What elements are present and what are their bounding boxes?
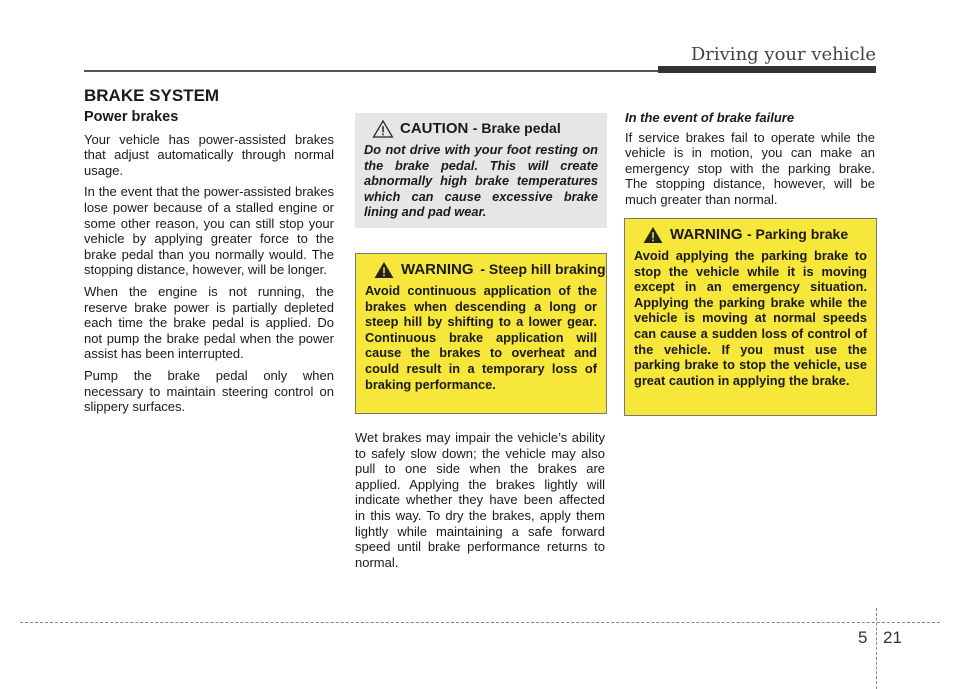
footer-divider xyxy=(20,622,940,623)
caution-body: Do not drive with your foot resting on the brake pedal. This will create abnormally high brake temperatures which can cause excessive brake lining and pad wear. xyxy=(364,142,598,220)
warning-triangle-icon xyxy=(642,226,664,244)
wet-brakes-paragraph: Wet brakes may impair the vehicle’s ability to safely slow down; the vehicle may also pull to one side when the brakes are applied. Applying the brakes lightly will indicate whether they have been affected in this way. To dry the brakes, apply them lightly while maintaining a safe forward speed until brake performance returns to normal. xyxy=(355,430,605,570)
page-number: 21 xyxy=(883,628,902,647)
warning-parking-brake-box xyxy=(624,218,877,416)
warning-triangle-icon xyxy=(373,261,395,279)
caution-header xyxy=(364,120,598,138)
warning-steep-hill-box xyxy=(355,253,607,414)
warning-steep-hill-subtitle: - Steep hill braking xyxy=(480,261,606,277)
wet-brakes-column xyxy=(355,430,605,576)
brake-failure-column xyxy=(625,110,875,214)
paragraph: Your vehicle has power-assisted brakes that adjust automatically through normal usage. xyxy=(84,131,334,178)
warning-parking-brake-body: Avoid applying the parking brake to stop the vehicle while it is moving except in an emergency situation. Applying the parking brake while the vehicle is moving at normal speeds can cause a sudden loss of control of the vehicle. If you must use the parking brake to stop the vehicle, use great caution in applying the brake. xyxy=(634,248,867,388)
chapter-number: 5 xyxy=(858,628,868,647)
power-brakes-title: Power brakes xyxy=(84,109,179,125)
caution-keyword: CAUTION xyxy=(400,120,469,137)
warning-parking-brake-header xyxy=(634,226,867,244)
footer-page-divider xyxy=(876,608,877,689)
section-title: BRAKE SYSTEM xyxy=(84,86,220,105)
brake-failure-paragraph: If service brakes fail to operate while the vehicle is in motion, you can make an emergency stop with the parking brake. The stopping distance, however, will be much greater than normal. xyxy=(625,129,875,207)
paragraph: In the event that the power-assisted brakes lose power because of a stalled engine or some other reason, you can still stop your vehicle by applying greater force to the brake pedal than you normally would. The stopping distance, however, will be longer. xyxy=(84,184,334,278)
warning-parking-brake-subtitle: - Parking brake xyxy=(746,226,849,242)
warning-steep-hill-header xyxy=(365,261,606,279)
warning-keyword: WARNING xyxy=(401,261,474,278)
warning-steep-hill-body: Avoid continuous application of the brakes when descending a long or steep hill by shifting to a lower gear. Continuous brake application will cause the brakes to overheat and could result in a temporary loss of braking performance. xyxy=(365,283,597,392)
paragraph: When the engine is not running, the reserve brake power is partially depleted each time the brake pedal is applied. Do not pump the brake pedal when the power assist has been interrupted. xyxy=(84,283,334,362)
paragraph: Pump the brake pedal only when necessary to maintain steering control on slippery surfaces. xyxy=(84,367,334,415)
power-brakes-column xyxy=(84,110,334,421)
brake-failure-title: In the event of brake failure xyxy=(625,110,795,125)
caution-subtitle: - Brake pedal xyxy=(472,120,561,136)
caution-triangle-icon xyxy=(372,120,394,138)
header-tab-bar xyxy=(658,66,876,73)
warning-keyword: WARNING xyxy=(670,226,743,243)
header-title: Driving your vehicle xyxy=(690,44,876,65)
caution-box xyxy=(355,113,607,228)
